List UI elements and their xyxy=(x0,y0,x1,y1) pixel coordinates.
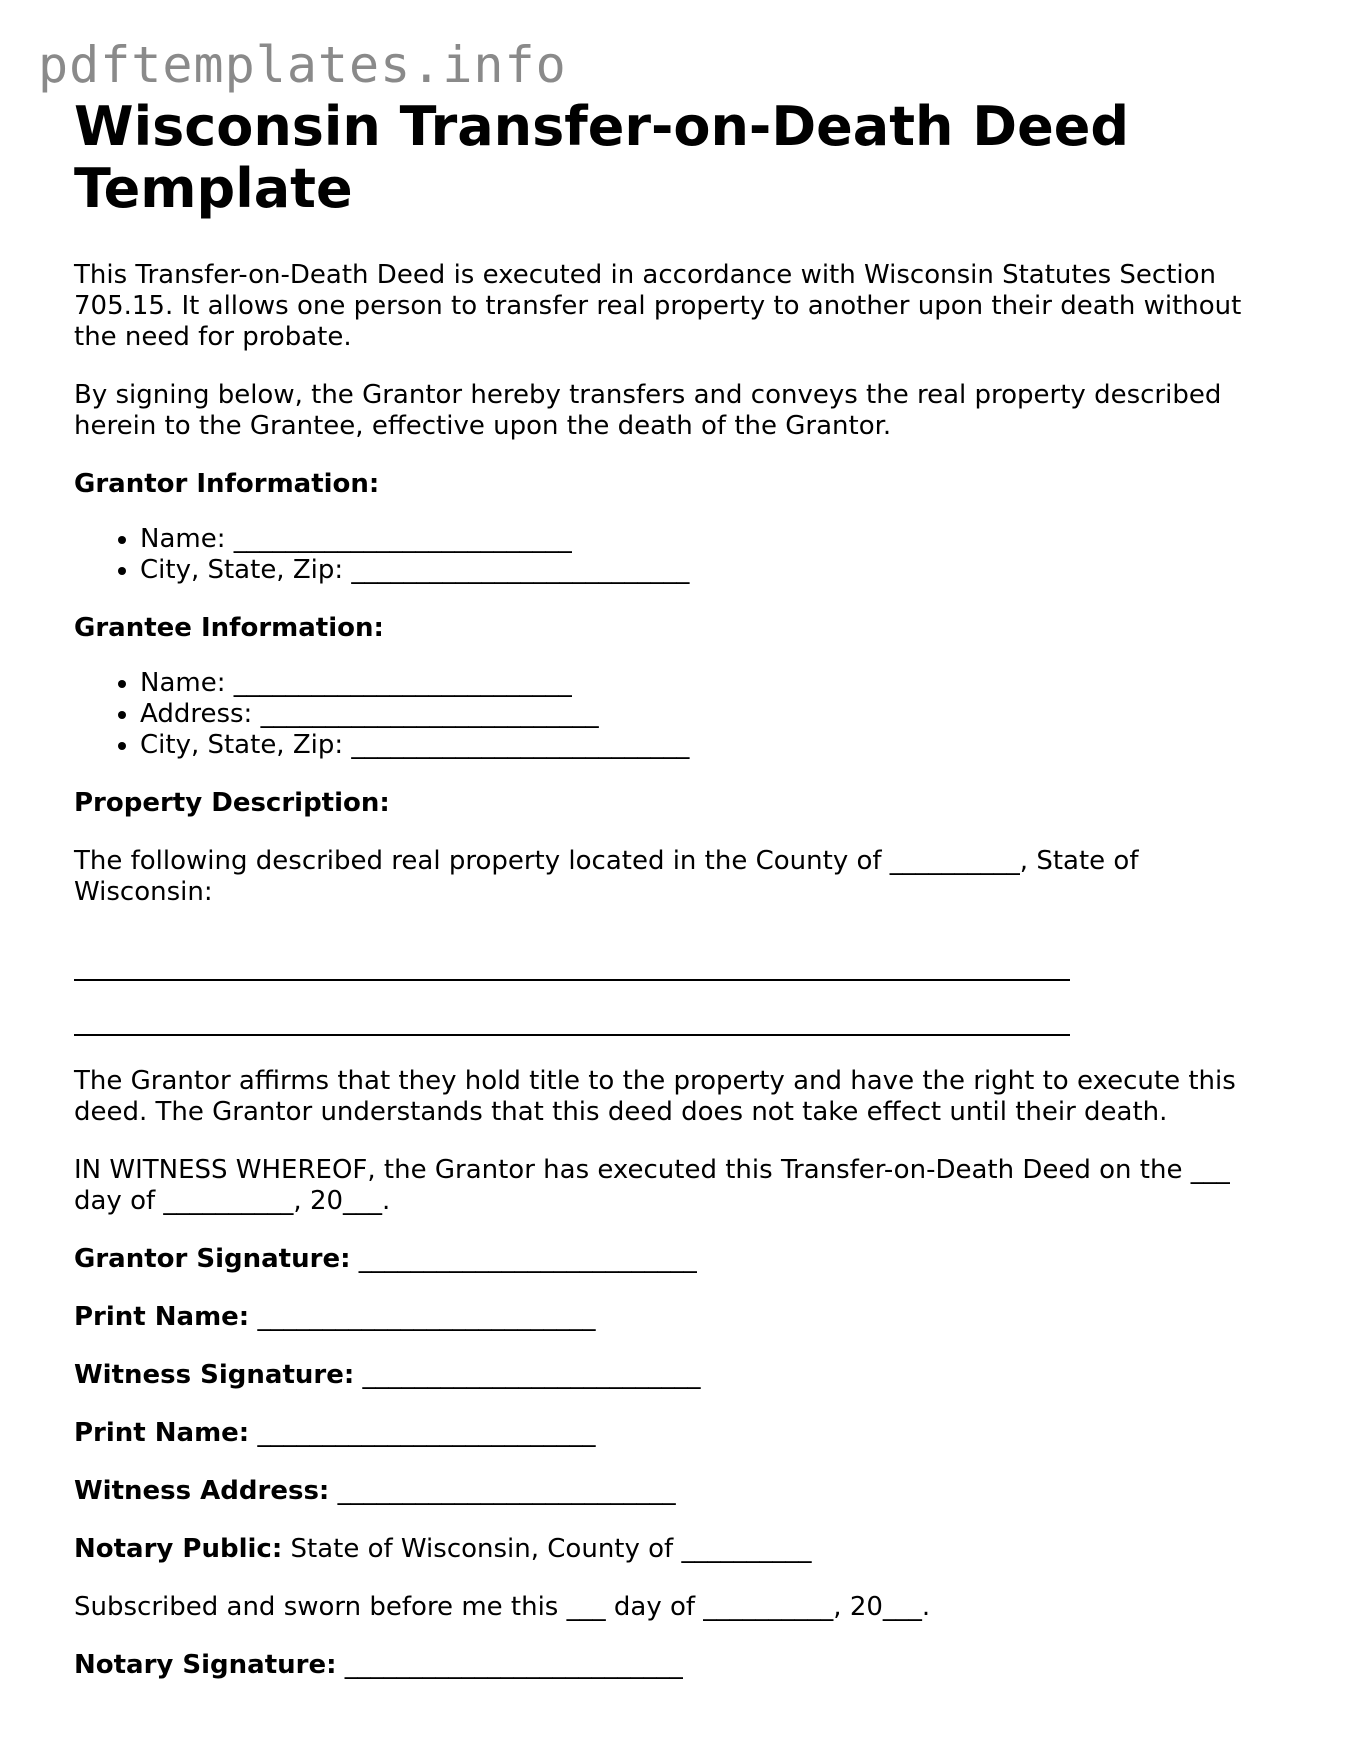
property-text: The following described real property located in the County of __________, State of Wisconsin: xyxy=(74,846,1139,907)
document-page xyxy=(74,96,1274,1681)
notary-public-label: Notary Public: xyxy=(74,1534,283,1564)
property-description-line-1 xyxy=(74,948,1070,981)
notary-public-line xyxy=(74,1534,1274,1565)
grantor-city-state-zip-field: • City, State, Zip: __________________________ xyxy=(140,555,1274,586)
grantor-print-name-blank: __________________________ xyxy=(249,1302,596,1332)
watermark: pdftemplates.info xyxy=(38,36,567,94)
grantor-print-name-line xyxy=(74,1302,1274,1333)
grantee-heading: Grantee Information: xyxy=(74,613,384,643)
witness-print-name-label: Print Name: xyxy=(74,1418,250,1448)
notary-signature-label: Notary Signature: xyxy=(74,1650,337,1680)
grantor-signature-label: Grantor Signature: xyxy=(74,1244,351,1274)
subscribed-sworn-line: Subscribed and sworn before me this ___ day of __________, 20___. xyxy=(74,1592,931,1622)
witness-address-blank: __________________________ xyxy=(329,1476,676,1506)
witness-print-name-blank: __________________________ xyxy=(249,1418,596,1448)
grantor-print-name-label: Print Name: xyxy=(74,1302,250,1332)
grantor-fields xyxy=(74,524,1274,586)
notary-signature-line xyxy=(74,1650,1274,1681)
witness-signature-blank: __________________________ xyxy=(354,1360,701,1390)
grantor-signature-blank: __________________________ xyxy=(350,1244,697,1274)
grantee-name-field: • Name: __________________________ xyxy=(140,668,1274,699)
grantee-address-field: • Address: __________________________ xyxy=(140,699,1274,730)
grantor-heading: Grantor Information: xyxy=(74,469,380,499)
witness-address-line xyxy=(74,1476,1274,1507)
witness-address-label: Witness Address: xyxy=(74,1476,330,1506)
witness-whereof-paragraph: IN WITNESS WHEREOF, the Grantor has executed this Transfer-on-Death Deed on the ___ day of __________, 20___. xyxy=(74,1155,1230,1216)
property-description-line-2 xyxy=(74,1003,1070,1036)
affirmation-paragraph: The Grantor affirms that they hold title to the property and have the right to execute this deed. The Grantor understands that this deed does not take effect until their death. xyxy=(74,1066,1236,1127)
document-title: Wisconsin Transfer-on-Death Deed Template xyxy=(74,95,1130,220)
intro-paragraph-1: This Transfer-on-Death Deed is executed in accordance with Wisconsin Statutes Section 705.15. It allows one person to transfer real property to another upon their death without the need for probate. xyxy=(74,260,1242,352)
grantor-signature-line xyxy=(74,1244,1274,1275)
witness-signature-label: Witness Signature: xyxy=(74,1360,355,1390)
grantor-name-field: • Name: __________________________ xyxy=(140,524,1274,555)
grantee-city-state-zip-field: • City, State, Zip: __________________________ xyxy=(140,730,1274,761)
witness-print-name-line xyxy=(74,1418,1274,1449)
property-heading: Property Description: xyxy=(74,788,390,818)
notary-signature-blank: __________________________ xyxy=(336,1650,683,1680)
grantee-fields xyxy=(74,668,1274,761)
intro-paragraph-2: By signing below, the Grantor hereby transfers and conveys the real property described herein to the Grantee, effective upon the death of the Grantor. xyxy=(74,380,1222,441)
witness-signature-line xyxy=(74,1360,1274,1391)
notary-public-value: State of Wisconsin, County of __________ xyxy=(282,1534,812,1564)
